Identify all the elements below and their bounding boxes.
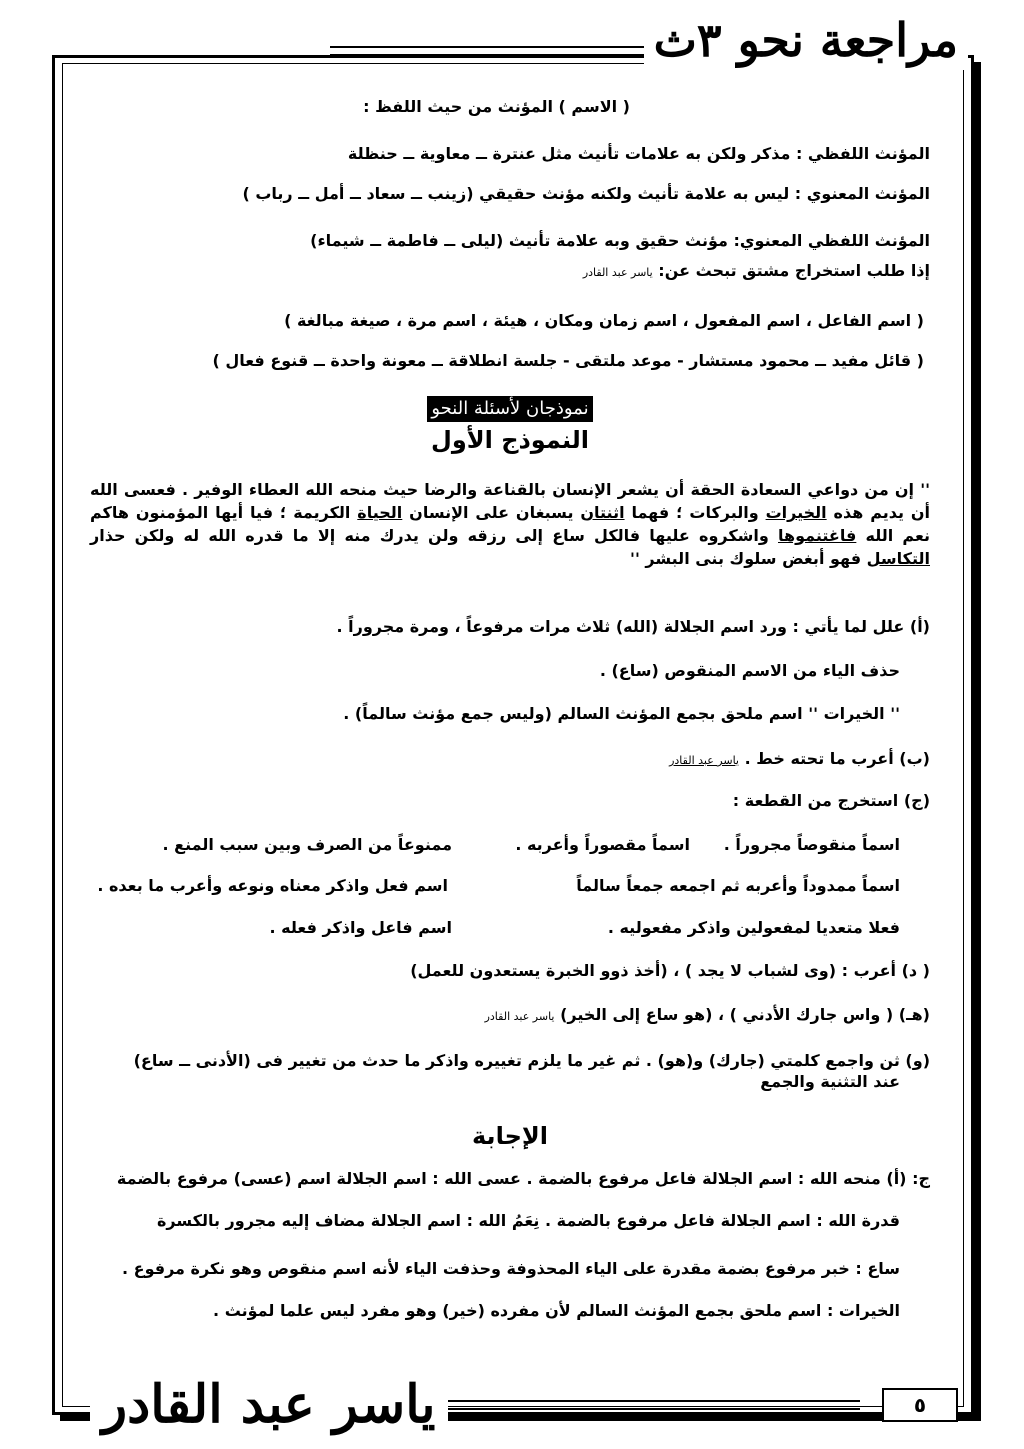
text-span: إذا طلب استخراج مشتق تبحث عن:	[658, 261, 930, 280]
page-number: ٥	[882, 1388, 958, 1422]
question-c-item: فعلا متعديا لمفعولين واذكر مفعوليه .	[607, 918, 900, 937]
author-signature: ياسر عبد القادر	[669, 754, 739, 767]
text-line: ( اسم الفاعل ، اسم المفعول ، اسم زمان ومكان ، هيئة ، اسم مرة ، صيغة مبالغة )	[284, 311, 924, 330]
text-line: المؤنث اللفظي المعنوي: مؤنث حقيق وبه علامة تأنيث (ليلى ــ فاطمة ــ شيماء)	[310, 231, 930, 250]
underlined-word: اثنتان	[580, 503, 625, 522]
question-w-line2: عند التثنية والجمع	[760, 1072, 900, 1091]
passage-text: والبركات ؛ فهما	[624, 503, 766, 522]
model-title: النموذج الأول	[431, 426, 589, 454]
passage-text: الكريمة ؛ فيا أيها المؤمنون هاكم نعم الله	[90, 503, 930, 545]
question-c-item: اسماً ممدوداً وأعربه ثم اجمعه جمعاً سالماً	[576, 876, 900, 895]
question-a: (أ) علل لما يأتي : ورد اسم الجلالة (الله) ثلاث مرات مرفوعاً ، ومرة مجروراً .	[336, 617, 930, 636]
section-heading: ( الاسم ) المؤنث من حيث اللفظ :	[363, 97, 630, 116]
underlined-word: فاغتنموها	[778, 526, 857, 545]
text-line: ( قائل مفيد ــ محمود مستشار - موعد ملتقى - جلسة انطلاقة ــ معونة واحدة ــ قنوع فعال )	[212, 351, 924, 370]
answer-line: ساع : خبر مرفوع بضمة مقدرة على الياء المحذوفة وحذفت الياء لأنه اسم منقوص وهو نكرة مرفوع .	[122, 1259, 900, 1278]
question-c-item: اسماً مقصوراً وأعربه .	[515, 835, 690, 854]
header-title: مراجعة نحو ٣ث	[644, 10, 968, 70]
footer-signature: ياسر عبد القادر	[90, 1372, 448, 1438]
passage-text: يسبغان على الإنسان	[402, 503, 581, 522]
text-span: (هـ) ( واس جارك الأدني ) ، (هو ساع إلى الخير)	[560, 1005, 930, 1024]
passage-text: واشكروه عليها فالكل ساع إلى رزقه ولن يدرك منه إلا ما قدره الله له ولكن حذار	[90, 526, 778, 545]
question-a-item: '' الخيرات '' اسم ملحق بجمع المؤنث السالم (وليس جمع مؤنث سالماً) .	[343, 704, 900, 723]
question-c: (ج) استخرج من القطعة :	[732, 791, 930, 810]
frame-shadow-right	[974, 62, 981, 1420]
passage-text: فهو أبغض سلوك بنى البشر ''	[630, 549, 867, 568]
question-c-item: اسم فاعل واذكر فعله .	[269, 918, 452, 937]
question-a-item: حذف الياء من الاسم المنقوص (ساع) .	[599, 661, 900, 680]
answer-title: الإجابة	[472, 1122, 548, 1150]
text-line: المؤنث اللفظي : مذكر ولكن به علامات تأنيث مثل عنترة ــ معاوية ــ حنظلة	[347, 144, 930, 163]
passage	[90, 478, 930, 570]
question-c-item: ممنوعاً من الصرف وبين سبب المنع .	[162, 835, 452, 854]
footer-rule	[400, 1400, 860, 1410]
author-signature: ياسر عبد القادر	[484, 1010, 555, 1023]
author-signature: ياسر عبد القادر	[582, 266, 653, 279]
text-line: المؤنث المعنوي : ليس به علامة تأنيث ولكنه مؤنث حقيقي (زينب ــ سعاد ــ أمل ــ رباب )	[242, 184, 930, 203]
question-c-item: اسم فعل واذكر معناه ونوعه وأعرب ما بعده .	[97, 876, 448, 895]
underlined-word: التكاسل	[866, 549, 930, 568]
underlined-word: الخيرات	[765, 503, 827, 522]
answer-line: الخيرات : اسم ملحق بجمع المؤنث السالم لأن مفرده (خير) وهو مفرد ليس علما لمؤنث .	[213, 1301, 900, 1320]
question-c-item: اسماً منقوصاً مجروراً .	[723, 835, 900, 854]
text-line	[583, 260, 930, 284]
text-span: (ب) أعرب ما تحته خط .	[744, 749, 930, 768]
models-banner: نموذجان لأسئلة النحو	[427, 396, 592, 422]
question-w: (و) ثن واجمع كلمتي (جارك) و(هو) . ثم غير ما يلزم تغييره واذكر ما حدث من تغيير فى (الأدنى ــ ساع)	[133, 1051, 930, 1070]
banner-row	[90, 396, 930, 422]
answer-line: قدرة الله : اسم الجلالة فاعل مرفوع بالضمة . نِعَمُ الله : اسم الجلالة مضاف إليه مجرور بالكسرة	[156, 1211, 900, 1230]
question-b	[669, 748, 930, 772]
answer-line: ج: (أ) منحه الله : اسم الجلالة فاعل مرفوع بالضمة . عسى الله : اسم الجلالة اسم (عسى) مرفوع بالضمة	[116, 1169, 930, 1188]
passage-text: '' إن من دواعي السعادة الحقة أن يشعر الإنسان بالقناعة والرضا حيث منحه الله العطاء الوفير . فعسى الله أن يديم هذه	[90, 480, 931, 522]
question-d: ( د) أعرب : (وى لشباب لا يجد ) ، (أخذ ذوو الخبرة يستعدون للعمل)	[410, 961, 930, 980]
question-h	[485, 1004, 930, 1028]
underlined-word: الحياة	[357, 503, 403, 522]
